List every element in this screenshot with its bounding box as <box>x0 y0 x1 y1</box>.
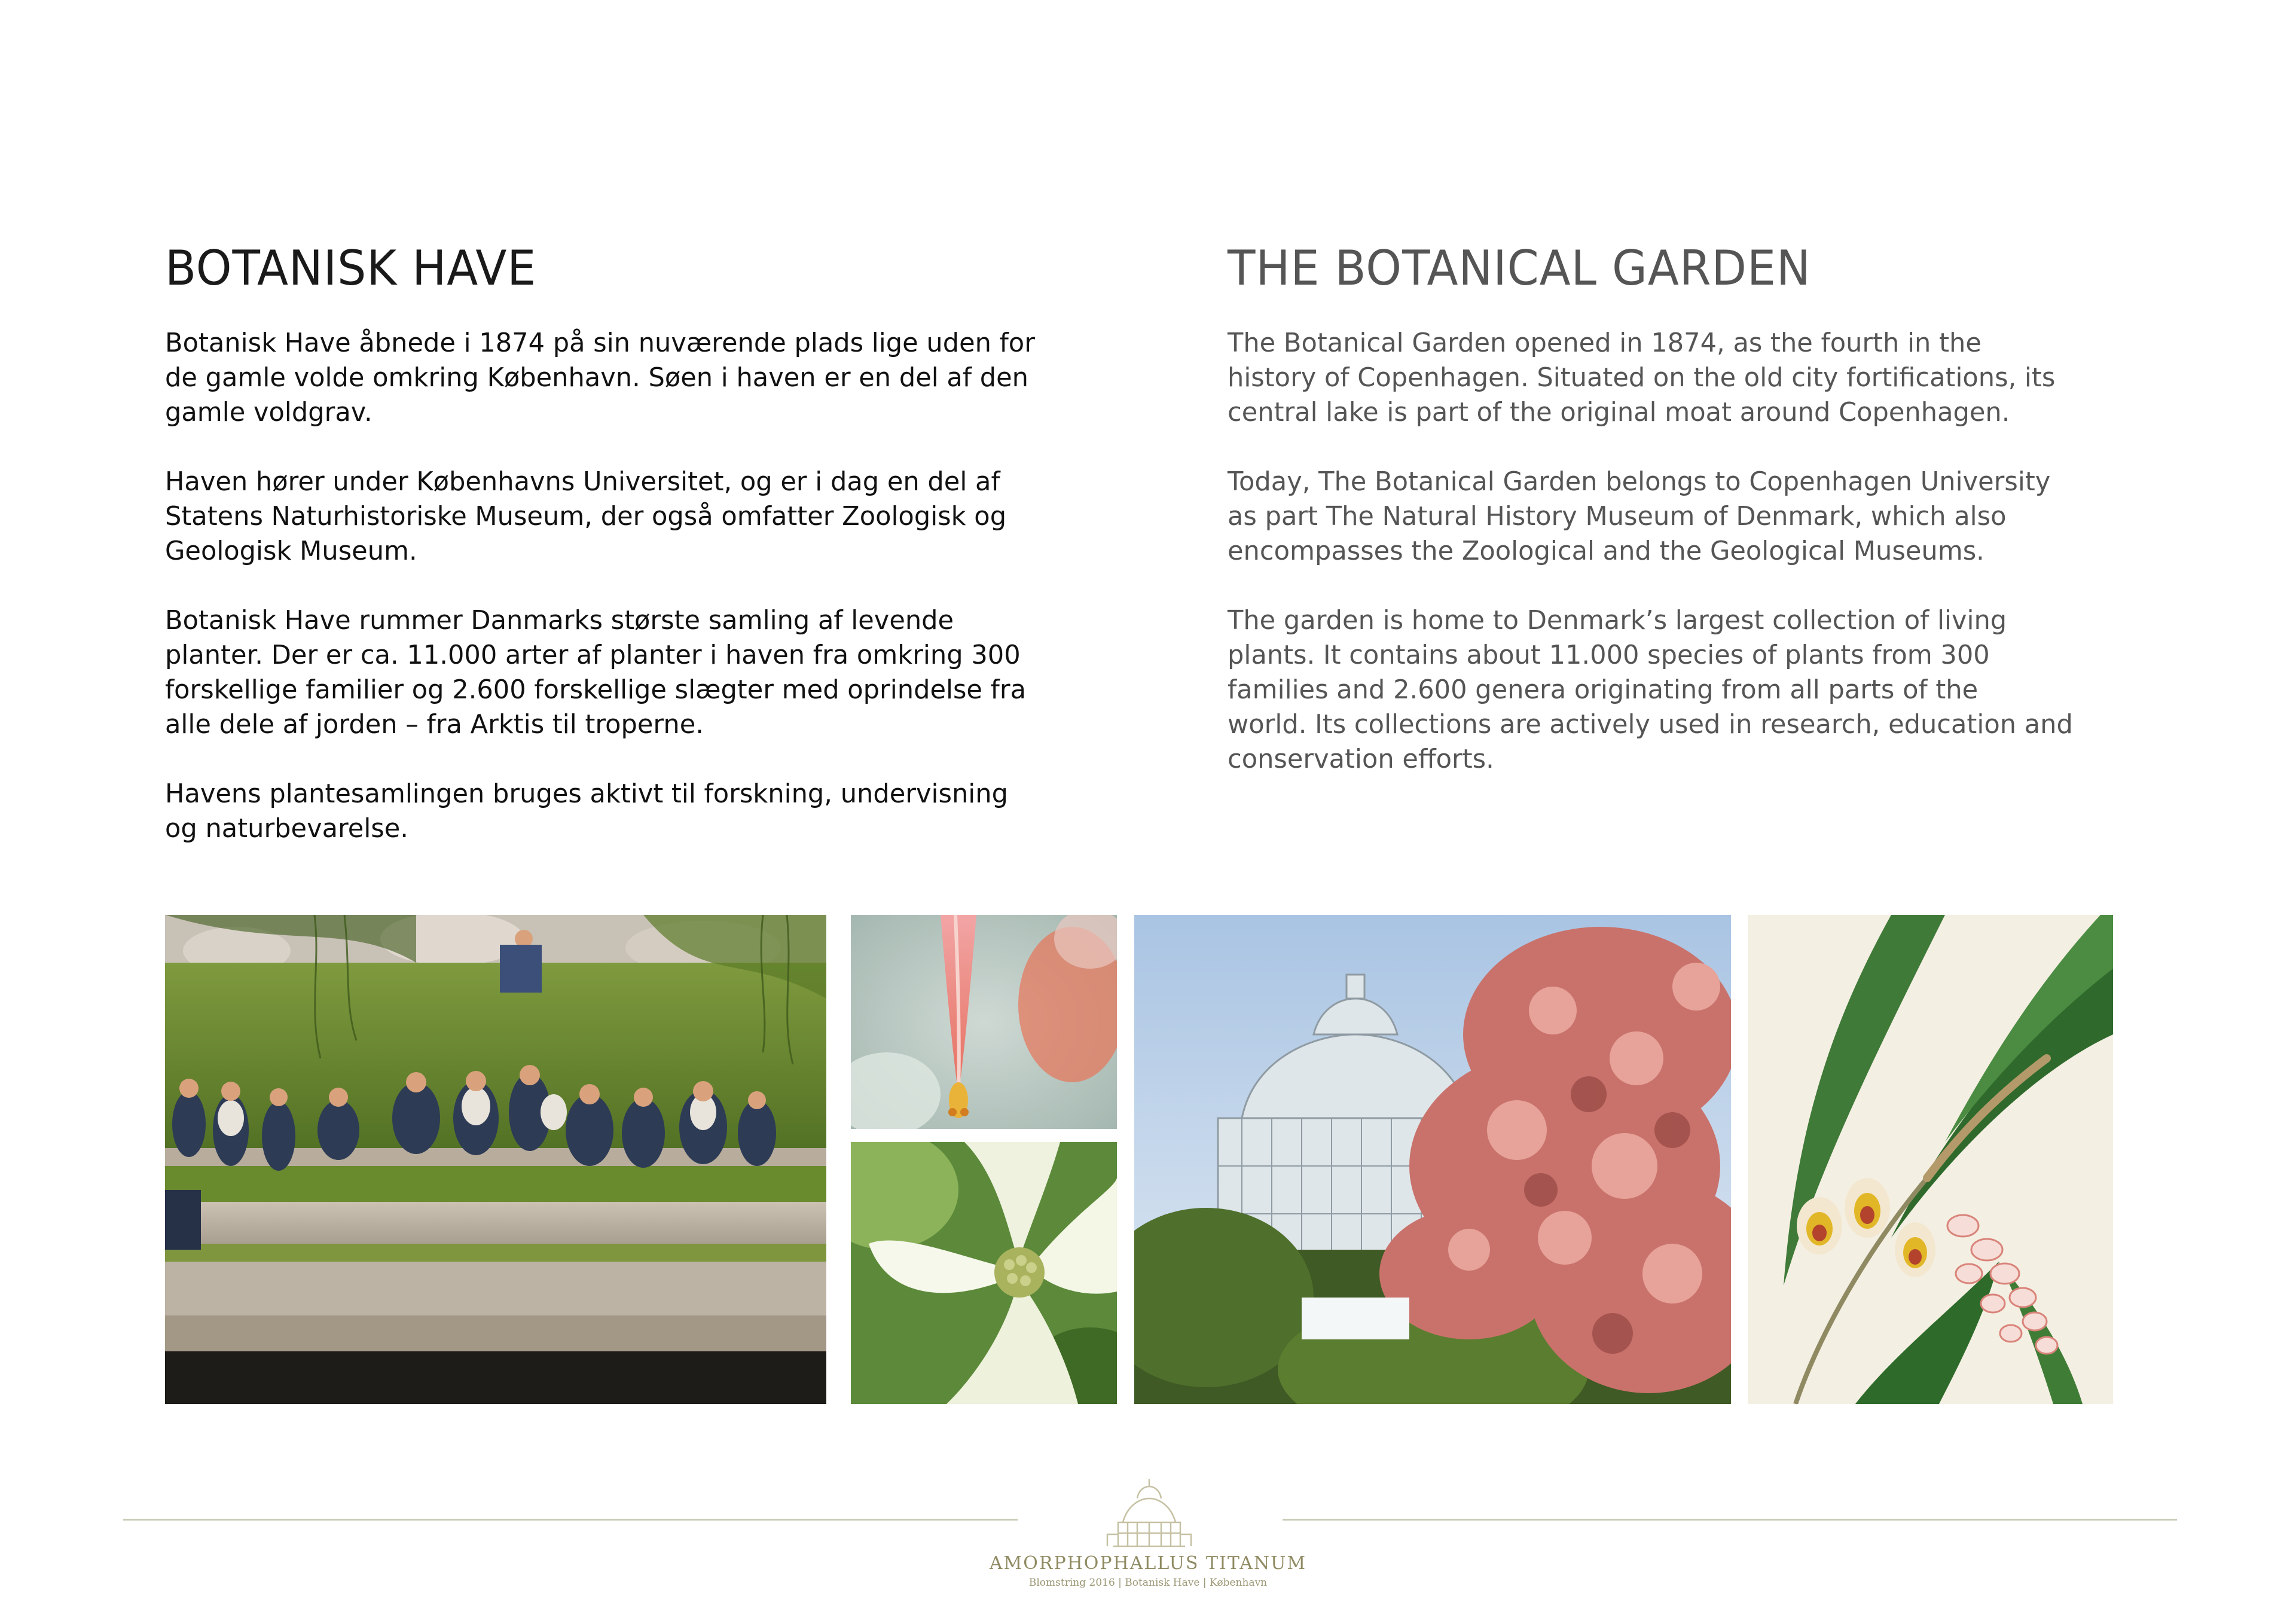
english-paragraph-2: Today, The Botanical Garden belongs to Copenhagen University as part The Natural History Museum of Denmark, which also encompasses the Zoological and the Geological Museums. <box>1228 466 2051 566</box>
footer-subtitle: Blomstring 2016 | Botanisk Have | København <box>1028 1577 1268 1589</box>
palm-house-logo-icon <box>1101 1475 1197 1557</box>
english-column <box>1228 242 2148 811</box>
danish-heading: BOTANISK HAVE <box>165 240 537 296</box>
english-paragraph-3: The garden is home to Denmark’s largest collection of living plants. It contains about 11.000 species of plants from 300 families and 2.600 genera originating from all parts of the world. Its collections are actively used in research, education and conservation efforts. <box>1228 605 2073 774</box>
botanical-illustration <box>1748 915 2113 1404</box>
footer-title: AMORPHOPHALLUS TITANUM <box>989 1553 1307 1574</box>
park-steps-photo <box>165 915 826 1404</box>
danish-paragraph-2: Haven hører under Københavns Universitet, og er i dag en del af Statens Naturhistoriske Museum, der også omfatter Zoologisk og Geologisk Museum. <box>165 466 1007 566</box>
danish-paragraph-1: Botanisk Have åbnede i 1874 på sin nuværende plads lige uden for de gamle volde omkring København. Søen i haven er en del af den gamle voldgrav. <box>165 328 1035 428</box>
footer-rule-left <box>123 1519 1018 1521</box>
white-flower-photo <box>851 1142 1117 1404</box>
danish-paragraph-4: Havens plantesamlingen bruges aktivt til forskning, undervisning og naturbevarelse. <box>165 779 1008 844</box>
danish-column <box>165 242 1098 881</box>
coral-flower-photo <box>851 915 1117 1129</box>
footer-rule-right <box>1283 1519 2177 1521</box>
danish-paragraph-3: Botanisk Have rummer Danmarks største samling af levende planter. Der er ca. 11.000 arter af planter i haven fra omkring 300 forskellige familier og 2.600 forskellige slægter med oprindelse fra alle dele af jorden – fra Arktis til troperne. <box>165 605 1027 740</box>
english-heading: THE BOTANICAL GARDEN <box>1228 240 1811 296</box>
english-paragraph-1: The Botanical Garden opened in 1874, as the fourth in the history of Copenhagen. Situated on the old city fortifications, its central lake is part of the original moat around Copenhagen. <box>1228 328 2056 428</box>
palm-house-photo <box>1134 915 1731 1404</box>
